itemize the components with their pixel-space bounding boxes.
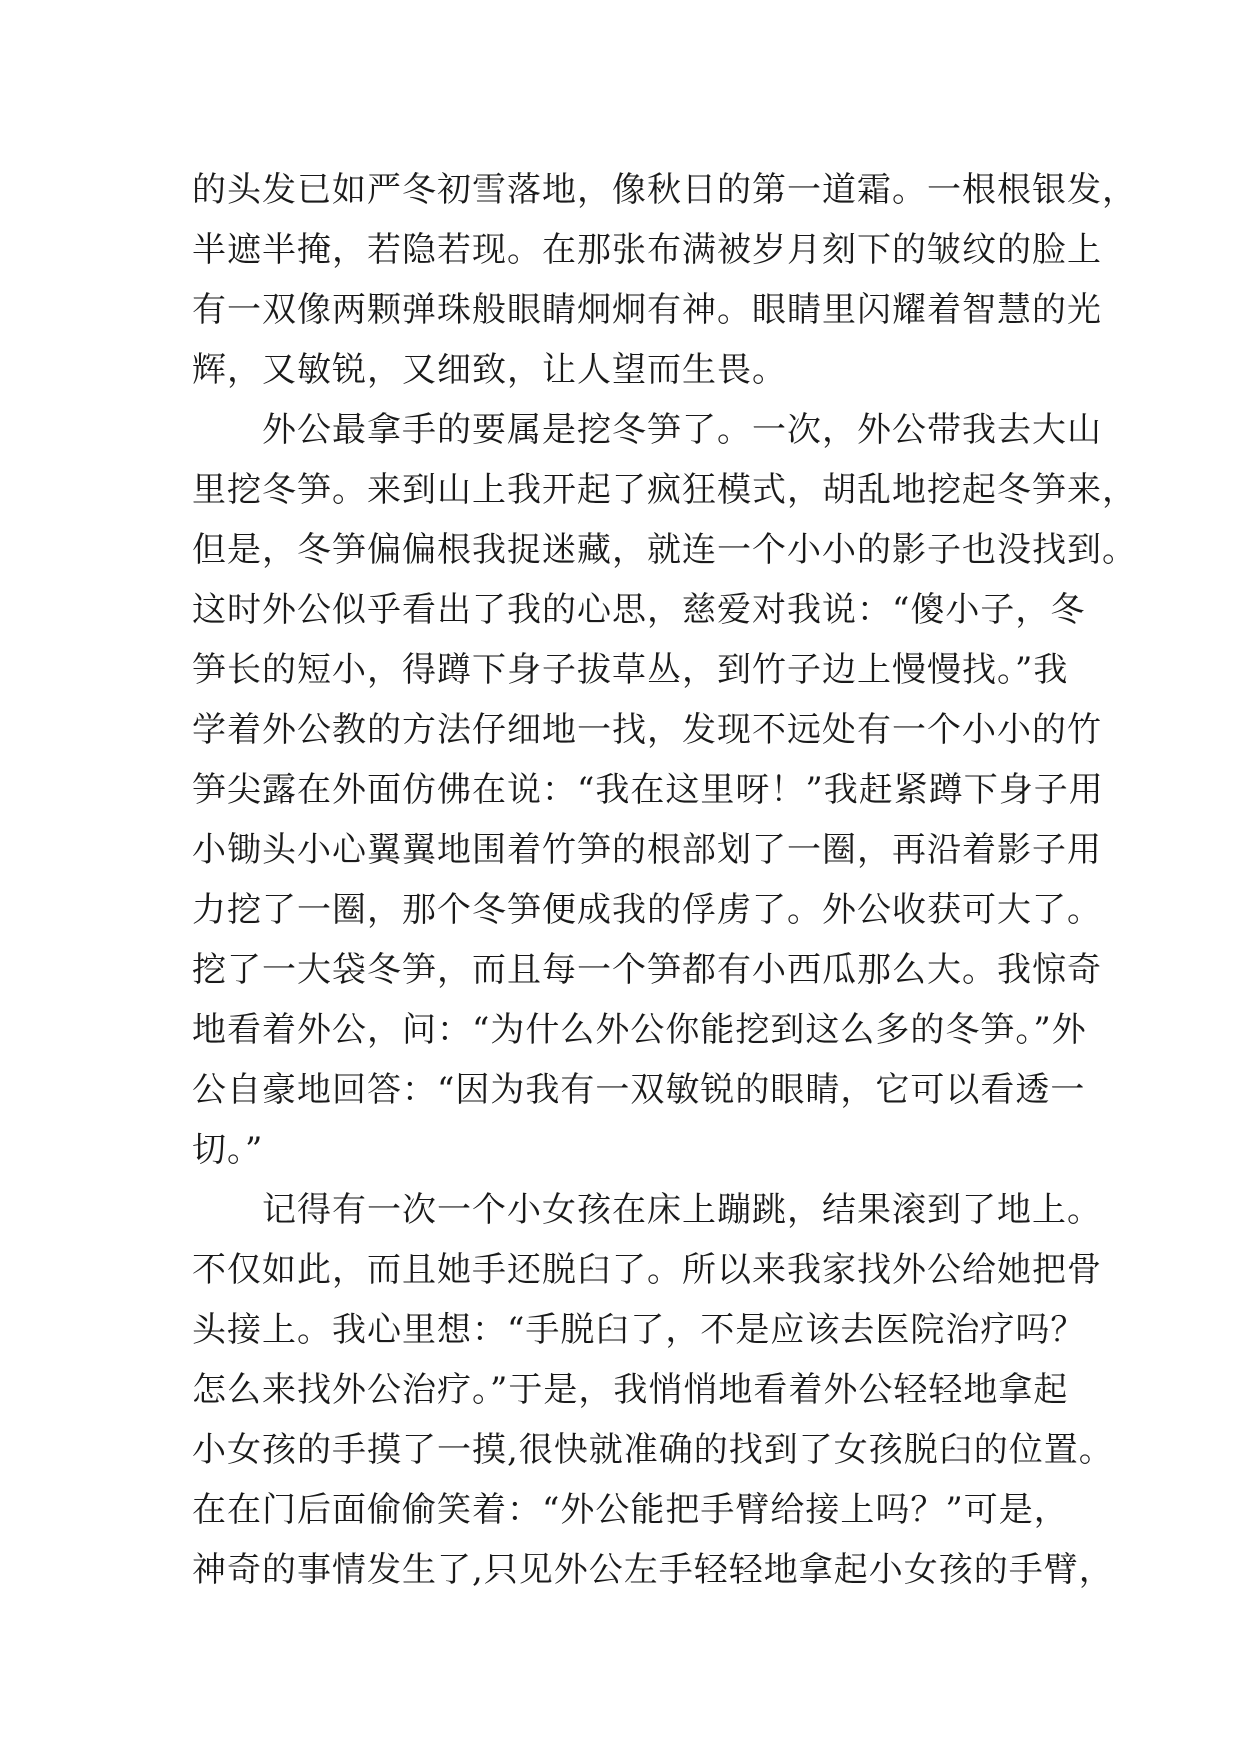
- text-line: 有一双像两颗弹珠般眼睛炯炯有神。眼睛里闪耀着智慧的光: [192, 290, 1102, 330]
- text-line: 这时外公似乎看出了我的心思，慈爱对我说：“傻小子，冬: [192, 590, 1086, 630]
- text-line: 地看着外公，问：“为什么外公你能挖到这么多的冬笋。”外: [192, 1010, 1087, 1050]
- text-line: 但是，冬笋偏偏根我捉迷藏，就连一个小小的影子也没找到。: [192, 530, 1137, 570]
- text-line: 记得有一次一个小女孩在床上蹦跳，结果滚到了地上。: [192, 1190, 1102, 1230]
- text-line: 挖了一大袋冬笋，而且每一个笋都有小西瓜那么大。我惊奇: [192, 950, 1102, 990]
- text-line: 力挖了一圈，那个冬笋便成我的俘虏了。外公收获可大了。: [192, 890, 1102, 930]
- text-line: 的头发已如严冬初雪落地，像秋日的第一道霜。一根根银发，: [192, 170, 1137, 210]
- text-line: 学着外公教的方法仔细地一找，发现不远处有一个小小的竹: [192, 710, 1102, 750]
- text-line: 在在门后面偷偷笑着：“外公能把手臂给接上吗？”可是，: [192, 1490, 1069, 1530]
- text-line: 笋尖露在外面仿佛在说：“我在这里呀！”我赶紧蹲下身子用: [192, 770, 1104, 810]
- text-line: 辉，又敏锐，又细致，让人望而生畏。: [192, 350, 787, 390]
- text-line: 不仅如此，而且她手还脱臼了。所以来我家找外公给她把骨: [192, 1250, 1102, 1290]
- body-text: [192, 160, 1137, 1600]
- text-line: 小锄头小心翼翼地围着竹笋的根部划了一圈，再沿着影子用: [192, 830, 1102, 870]
- text-line: 笋长的短小，得蹲下身子拔草丛，到竹子边上慢慢找。”我: [192, 650, 1069, 690]
- text-line: 神奇的事情发生了,只见外公左手轻轻地拿起小女孩的手臂，: [192, 1550, 1114, 1590]
- text-line: 里挖冬笋。来到山上我开起了疯狂模式，胡乱地挖起冬笋来，: [192, 470, 1137, 510]
- text-line: 切。”: [192, 1130, 264, 1170]
- text-line: 外公最拿手的要属是挖冬笋了。一次，外公带我去大山: [192, 410, 1102, 450]
- text-line: 半遮半掩，若隐若现。在那张布满被岁月刻下的皱纹的脸上: [192, 230, 1102, 270]
- text-line: 小女孩的手摸了一摸,很快就准确的找到了女孩脱臼的位置。: [192, 1430, 1114, 1470]
- text-line: 头接上。我心里想：“手脱臼了，不是应该去医院治疗吗？: [192, 1310, 1086, 1350]
- text-line: 公自豪地回答：“因为我有一双敏锐的眼睛，它可以看透一: [192, 1070, 1086, 1110]
- text-line: 怎么来找外公治疗。”于是，我悄悄地看着外公轻轻地拿起: [192, 1370, 1069, 1410]
